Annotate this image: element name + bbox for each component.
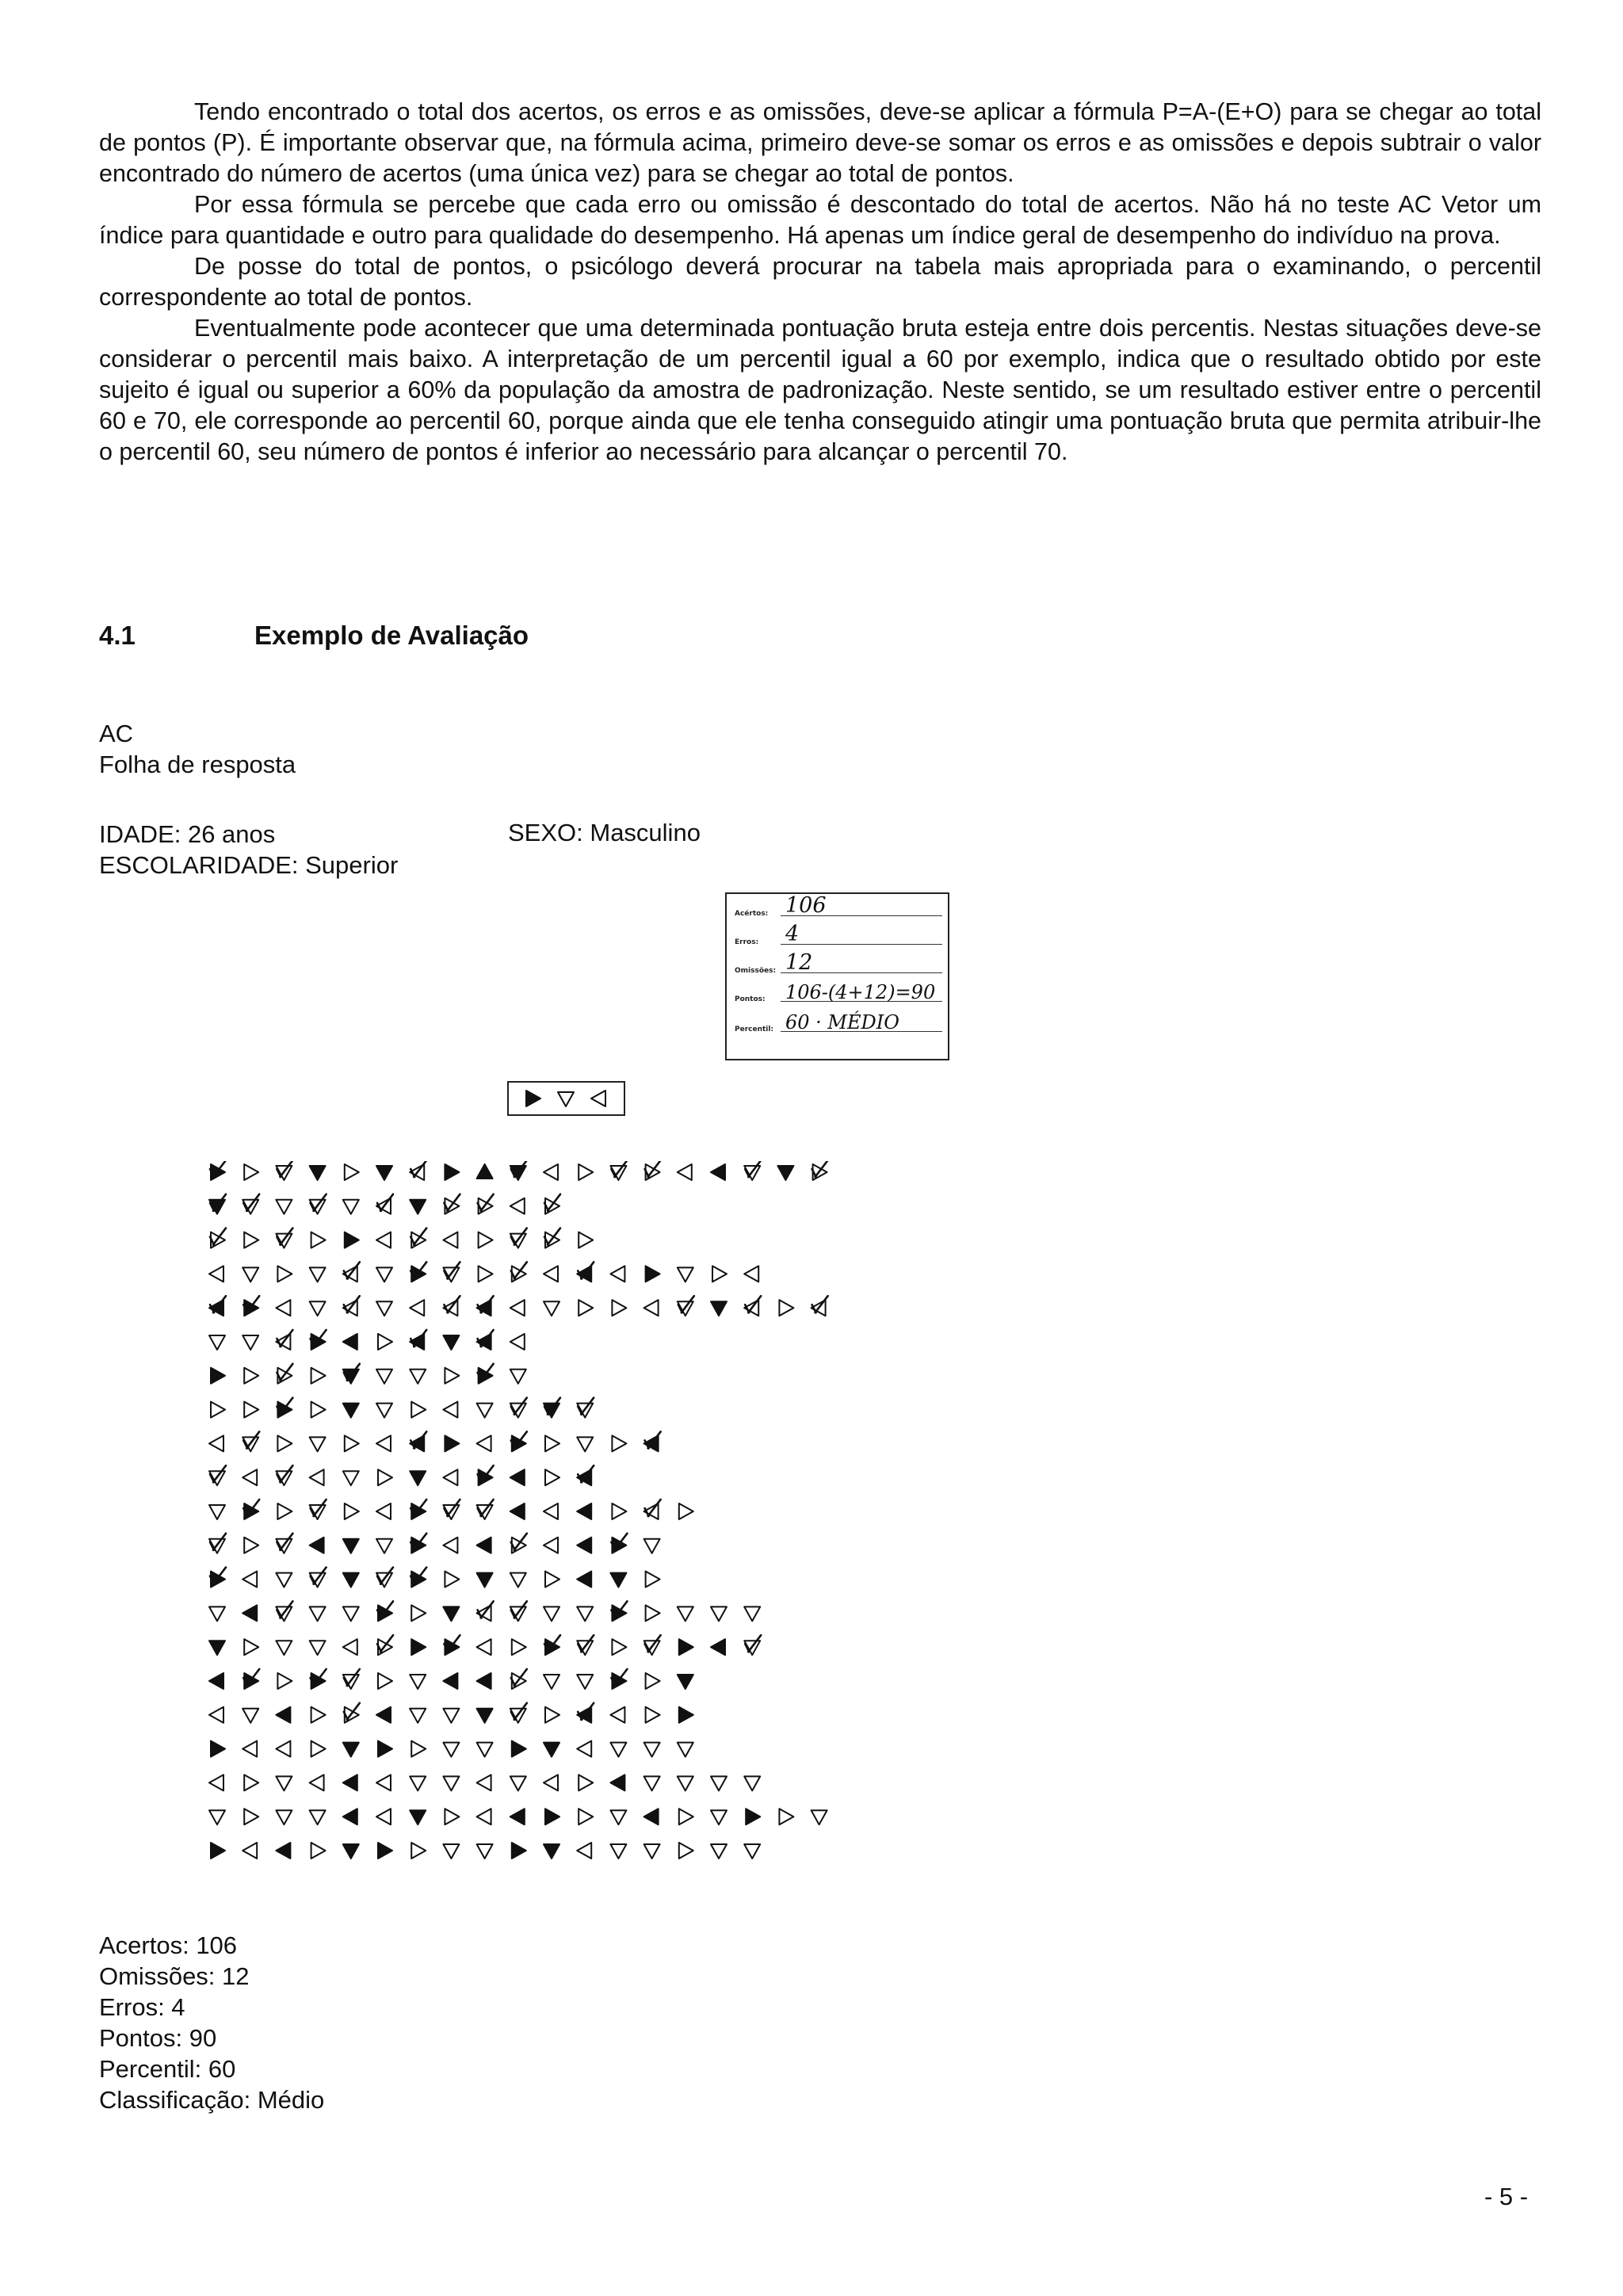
answer-symbol: [443, 1538, 457, 1553]
answer-symbol: [242, 1267, 258, 1282]
answer-symbol: [276, 1810, 292, 1824]
answer-symbol: [612, 1639, 626, 1655]
answer-symbol: [277, 1266, 292, 1282]
answer-symbol: [411, 1402, 426, 1418]
answer-symbol: [577, 1437, 593, 1451]
answer-symbol: [610, 1810, 626, 1824]
answer-symbol: [544, 1164, 558, 1180]
answer-symbol: [244, 1538, 258, 1553]
score-value: 12: [785, 950, 813, 975]
answer-symbol: [577, 1538, 591, 1553]
sexo-field: SEXO: Masculino: [508, 819, 701, 846]
answer-symbol: [577, 1606, 593, 1621]
answer-symbol: [510, 1776, 526, 1790]
answer-symbol: [244, 1402, 258, 1418]
answer-symbol: [310, 1810, 326, 1824]
answer-symbol: [343, 1606, 359, 1621]
section-number: 4.1: [99, 621, 136, 650]
answer-symbol: [343, 1471, 359, 1485]
answer-symbol: [311, 1402, 326, 1418]
answer-symbol: [276, 1573, 292, 1587]
answer-symbol: [311, 1707, 326, 1723]
answer-symbol: [443, 1606, 459, 1621]
intro-paragraph: Eventualmente pode acontecer que uma determinada pontuação bruta esteja entre dois percentis. Nestas situações deve-se considerar o percentil mais baixo. A interpretação de um percentil igual a 60 por exemplo, indica que o resultado obtido por este sujeito é igual ou superior a 60% da população da amostra de padronização. Neste sentido, se um resultado estiver entre o percentil 60 e 70, ele corresponde ao percentil 60, porque ainda que ele tenha conseguido atingir uma pontuação bruta que permita atribuir-lhe o percentil 60, seu número de pontos é inferior ao necessário para alcançar o percentil 70.: [99, 315, 1541, 465]
answer-symbol: [443, 1743, 459, 1757]
answer-symbol: [479, 1266, 493, 1282]
answer-symbol: [577, 1503, 591, 1519]
answer-symbol: [646, 1673, 660, 1689]
answer-symbol: [711, 1810, 727, 1824]
sheet-header: [99, 718, 296, 780]
answer-symbol: [310, 1775, 324, 1790]
intro-paragraph: De posse do total de pontos, o psicólogo deverá procurar na tabela mais apropriada para o examinando, o percentil correspondente ao total de pontos.: [99, 253, 1541, 311]
result-line: Omissões: 12: [99, 1962, 250, 1990]
answer-symbol: [612, 1435, 626, 1451]
answer-symbol: [411, 1605, 426, 1621]
answer-symbol: [678, 1267, 693, 1282]
result-line: Erros: 4: [99, 1993, 185, 2021]
answer-symbol: [244, 1164, 258, 1180]
answer-symbol: [744, 1844, 760, 1859]
answer-symbol: [610, 1573, 626, 1587]
result-line: Pontos: 90: [99, 2024, 217, 2052]
answer-symbol: [646, 1707, 660, 1723]
answer-symbol: [779, 1300, 793, 1316]
answer-symbol: [544, 1538, 558, 1553]
answer-symbol: [410, 1300, 424, 1316]
answer-symbol: [345, 1503, 359, 1519]
answer-symbol: [545, 1707, 559, 1723]
answer-symbol: [445, 1164, 459, 1180]
score-row-acertos: [735, 894, 942, 923]
answer-symbol: [276, 1200, 292, 1214]
answer-symbol: [378, 1334, 392, 1350]
answer-symbol: [644, 1776, 660, 1790]
answer-symbol: [343, 1539, 359, 1553]
answer-symbol: [777, 1166, 793, 1180]
answer-symbol: [411, 1843, 426, 1859]
answer-symbol: [579, 1300, 593, 1316]
answer-symbol: [276, 1707, 290, 1723]
answer-symbol: [242, 1843, 257, 1859]
answer-symbol: [477, 1404, 493, 1418]
answer-symbol: [544, 1503, 558, 1519]
answer-symbol: [644, 1743, 660, 1757]
answer-symbol: [410, 1709, 426, 1723]
answer-symbol: [443, 1709, 459, 1723]
answer-symbol: [209, 1775, 223, 1790]
answer-symbol: [579, 1164, 593, 1180]
answer-symbol: [410, 1370, 426, 1384]
answer-symbol: [244, 1639, 258, 1655]
intro-text: [99, 97, 1541, 468]
answer-symbol: [443, 1335, 459, 1350]
answer-symbol: [579, 1809, 593, 1824]
answer-symbol: [277, 1673, 292, 1689]
answer-symbol: [209, 1266, 223, 1282]
answer-symbol: [610, 1266, 624, 1282]
result-line: Percentil: 60: [99, 2055, 236, 2083]
answer-symbol: [610, 1844, 626, 1859]
answer-symbol: [378, 1469, 392, 1485]
answer-symbol: [345, 1435, 359, 1451]
answer-symbol: [376, 1301, 392, 1316]
answer-symbol: [678, 1776, 693, 1790]
answer-symbol: [311, 1843, 326, 1859]
answer-symbol: [679, 1843, 693, 1859]
answer-symbol: [644, 1809, 659, 1824]
answer-symbol: [644, 1539, 660, 1553]
score-label: Percentil:: [735, 1026, 774, 1033]
answer-symbol: [477, 1809, 491, 1824]
test-name: AC: [99, 720, 134, 747]
answer-symbol: [744, 1606, 760, 1621]
answer-symbol: [512, 1741, 526, 1757]
answer-symbol: [445, 1809, 459, 1824]
answer-symbol: [209, 1335, 225, 1350]
answer-symbol: [544, 1743, 559, 1757]
answer-symbol: [276, 1300, 290, 1316]
answer-symbol: [211, 1843, 225, 1859]
answer-symbol: [479, 1232, 493, 1248]
answer-symbol: [311, 1232, 326, 1248]
score-row-erros: [735, 923, 942, 951]
answer-symbol: [678, 1675, 693, 1689]
answer-symbol: [711, 1606, 727, 1621]
answer-symbol: [343, 1775, 357, 1790]
answer-symbol: [679, 1707, 693, 1723]
answer-grid: [208, 1161, 937, 1894]
answer-symbol: [577, 1741, 591, 1757]
answer-symbol: [310, 1606, 326, 1621]
answer-symbol: [443, 1469, 457, 1485]
answer-symbol: [744, 1776, 760, 1790]
score-row-pontos: [735, 980, 942, 1008]
answer-symbol: [276, 1776, 292, 1790]
answer-symbol: [343, 1639, 357, 1655]
answer-symbol: [477, 1164, 493, 1179]
answer-symbol: [477, 1743, 493, 1757]
answer-symbol: [443, 1776, 459, 1790]
answer-symbol: [276, 1741, 290, 1757]
result-line: Classificação: Médio: [99, 2086, 325, 2114]
score-value: 60 · MÉDIO: [785, 1011, 899, 1033]
answer-symbol: [343, 1573, 359, 1587]
score-value: 106: [785, 893, 827, 918]
answer-symbol: [378, 1843, 392, 1859]
answer-symbol: [610, 1775, 624, 1790]
intro-paragraph: Por essa fórmula se percebe que cada erro ou omissão é descontado do total de acertos. Não há no teste AC Vetor um índice para quantidade e outro para qualidade do desempenho. Há apenas um índice geral de desempenho do indivíduo na prova.: [99, 191, 1541, 249]
answer-symbol: [477, 1844, 493, 1859]
answer-symbol: [544, 1775, 558, 1790]
answer-symbol: [477, 1775, 491, 1790]
score-label: Pontos:: [735, 995, 766, 1003]
target-symbol: [526, 1091, 540, 1106]
answer-symbol: [244, 1232, 258, 1248]
answer-symbol: [310, 1301, 326, 1316]
answer-symbol: [343, 1809, 357, 1824]
answer-symbol: [310, 1641, 326, 1655]
answer-symbol: [779, 1809, 793, 1824]
answer-symbol: [510, 1370, 526, 1384]
answer-symbol: [544, 1606, 559, 1621]
section-heading: [99, 621, 529, 651]
answer-symbol: [376, 1707, 391, 1723]
answer-symbol: [242, 1605, 257, 1621]
answer-symbol: [612, 1300, 626, 1316]
answer-symbol: [209, 1435, 223, 1451]
answer-symbol: [477, 1673, 491, 1689]
answer-symbol: [411, 1639, 426, 1655]
score-row-percentil: [735, 1010, 942, 1038]
answer-symbol: [343, 1404, 359, 1418]
answer-symbol: [277, 1435, 292, 1451]
answer-symbol: [410, 1776, 426, 1790]
results-summary: [99, 1930, 324, 2115]
answer-symbol: [209, 1505, 225, 1519]
answer-symbol: [510, 1573, 526, 1587]
answer-symbol: [678, 1606, 693, 1621]
answer-symbol: [311, 1741, 326, 1757]
escolaridade-field: ESCOLARIDADE: Superior: [99, 851, 399, 879]
target-symbols-icon: [509, 1083, 624, 1114]
answer-symbol: [411, 1741, 426, 1757]
answer-symbol: [310, 1437, 326, 1451]
answer-symbol: [211, 1741, 225, 1757]
answer-symbol: [679, 1503, 693, 1519]
answer-symbol: [579, 1775, 593, 1790]
section-title: Exemplo de Avaliação: [254, 621, 529, 650]
answer-symbol: [410, 1200, 426, 1214]
answer-symbol: [378, 1673, 392, 1689]
answer-symbol: [644, 1844, 660, 1859]
target-symbol: [558, 1092, 574, 1106]
answer-symbol: [310, 1469, 324, 1485]
answer-symbol: [242, 1469, 257, 1485]
answer-symbol: [376, 1232, 391, 1248]
answer-symbol: [343, 1844, 359, 1859]
score-value: 106-(4+12)=90: [785, 981, 936, 1003]
answer-symbol: [545, 1572, 559, 1587]
answer-symbol: [510, 1300, 525, 1316]
answer-symbol: [376, 1404, 392, 1418]
answer-symbol: [711, 1639, 725, 1655]
answer-symbol: [679, 1809, 693, 1824]
answer-symbol: [612, 1503, 626, 1519]
intro-paragraph: Tendo encontrado o total dos acertos, os erros e as omissões, deve-se aplicar a fórmula P=A-(E+O) para se chegar ao total de pontos (P). É importante observar que, na fórmula acima, primeiro deve-se somar os erros e as omissões e depois subtrair o valor encontrado do número de acertos (uma única vez) para se chegar ao total de pontos.: [99, 98, 1541, 187]
answer-symbol: [646, 1605, 660, 1621]
answer-symbol: [378, 1741, 392, 1757]
answer-symbol: [711, 1301, 727, 1316]
answer-symbol: [376, 1370, 392, 1384]
answer-symbol: [343, 1334, 357, 1350]
answer-symbol: [276, 1641, 292, 1655]
subject-info: [99, 819, 398, 881]
answer-symbol: [445, 1368, 459, 1384]
answer-symbol: [376, 1166, 392, 1180]
answer-symbol: [644, 1300, 659, 1316]
answer-symbol: [646, 1572, 660, 1587]
answer-symbol: [310, 1267, 326, 1282]
answer-symbol: [545, 1809, 559, 1824]
answer-symbol: [544, 1844, 559, 1859]
idade-field: IDADE: 26 anos: [99, 820, 276, 848]
answer-symbol: [812, 1810, 827, 1824]
target-symbol: [591, 1091, 605, 1106]
score-card: [725, 892, 949, 1060]
score-label: Erros:: [735, 938, 759, 946]
answer-symbol: [343, 1743, 359, 1757]
answer-symbol: [376, 1435, 391, 1451]
answer-symbol: [242, 1709, 258, 1723]
answer-symbol: [678, 1743, 693, 1757]
answer-symbol: [477, 1709, 493, 1723]
answer-symbol: [610, 1743, 626, 1757]
answer-symbol: [711, 1776, 727, 1790]
answer-symbol: [376, 1267, 392, 1282]
answer-symbol: [244, 1368, 258, 1384]
result-line: Acertos: 106: [99, 1931, 238, 1959]
score-label: Omissões:: [735, 967, 777, 975]
answer-symbol: [244, 1775, 258, 1790]
answer-symbol: [711, 1164, 725, 1180]
answer-symbol: [577, 1675, 593, 1689]
answer-symbol: [678, 1164, 692, 1180]
answer-symbol: [410, 1810, 426, 1824]
answer-symbol: [343, 1200, 359, 1214]
answer-symbol: [345, 1164, 359, 1180]
answer-symbol: [410, 1471, 426, 1485]
answer-symbol: [443, 1673, 457, 1689]
sheet-title: Folha de resposta: [99, 751, 296, 778]
answer-symbol: [443, 1232, 457, 1248]
answer-symbol: [209, 1641, 225, 1655]
answer-symbol: [512, 1843, 526, 1859]
answer-symbol: [443, 1844, 459, 1859]
answer-symbol: [510, 1469, 525, 1485]
answer-symbol: [311, 1368, 326, 1384]
answer-symbol: [510, 1198, 525, 1214]
answer-symbol: [510, 1809, 525, 1824]
answer-symbol: [512, 1639, 526, 1655]
answer-symbol: [277, 1503, 292, 1519]
answer-symbol: [345, 1232, 359, 1248]
answer-symbol: [211, 1368, 225, 1384]
answer-symbol: [577, 1843, 591, 1859]
answer-symbol: [209, 1606, 225, 1621]
answer-symbol: [510, 1503, 525, 1519]
answer-symbol: [544, 1301, 559, 1316]
answer-symbol: [244, 1809, 258, 1824]
answer-symbol: [242, 1572, 257, 1587]
answer-symbol: [209, 1707, 223, 1723]
answer-symbol: [646, 1266, 660, 1282]
answer-symbol: [744, 1266, 758, 1282]
answer-symbol: [477, 1538, 491, 1553]
answer-symbol: [209, 1673, 223, 1689]
answer-symbol: [477, 1639, 491, 1655]
answer-symbol: [376, 1809, 391, 1824]
page-number: - 5 -: [1484, 2183, 1529, 2210]
answer-symbol: [610, 1707, 624, 1723]
answer-symbol: [443, 1402, 457, 1418]
answer-symbol: [209, 1810, 225, 1824]
answer-symbol: [679, 1639, 693, 1655]
answer-symbol: [711, 1844, 727, 1859]
answer-symbol: [445, 1435, 459, 1451]
answer-symbol: [242, 1741, 257, 1757]
answer-symbol: [712, 1266, 727, 1282]
answer-symbol: [376, 1503, 391, 1519]
answer-symbol: [477, 1435, 491, 1451]
answer-symbol: [310, 1538, 324, 1553]
answer-symbol: [376, 1539, 392, 1553]
answer-symbol: [310, 1166, 326, 1180]
answer-symbol: [410, 1675, 426, 1689]
score-row-omissoes: [735, 951, 942, 980]
score-label: Acértos:: [735, 910, 769, 918]
answer-symbol: [477, 1573, 493, 1587]
answer-symbol: [276, 1843, 290, 1859]
answer-symbol: [577, 1572, 591, 1587]
answer-symbol: [544, 1675, 559, 1689]
answer-symbol: [211, 1402, 225, 1418]
answer-symbol: [545, 1469, 559, 1485]
score-value: 4: [785, 922, 800, 946]
answer-symbol: [510, 1334, 525, 1350]
answer-symbol: [746, 1809, 760, 1824]
answer-symbol: [376, 1775, 391, 1790]
answer-symbol: [445, 1572, 459, 1587]
target-symbols-box: [507, 1081, 625, 1116]
answer-symbol: [544, 1266, 558, 1282]
answer-symbol: [545, 1435, 559, 1451]
answer-symbol: [242, 1335, 258, 1350]
answer-symbol: [579, 1232, 593, 1248]
